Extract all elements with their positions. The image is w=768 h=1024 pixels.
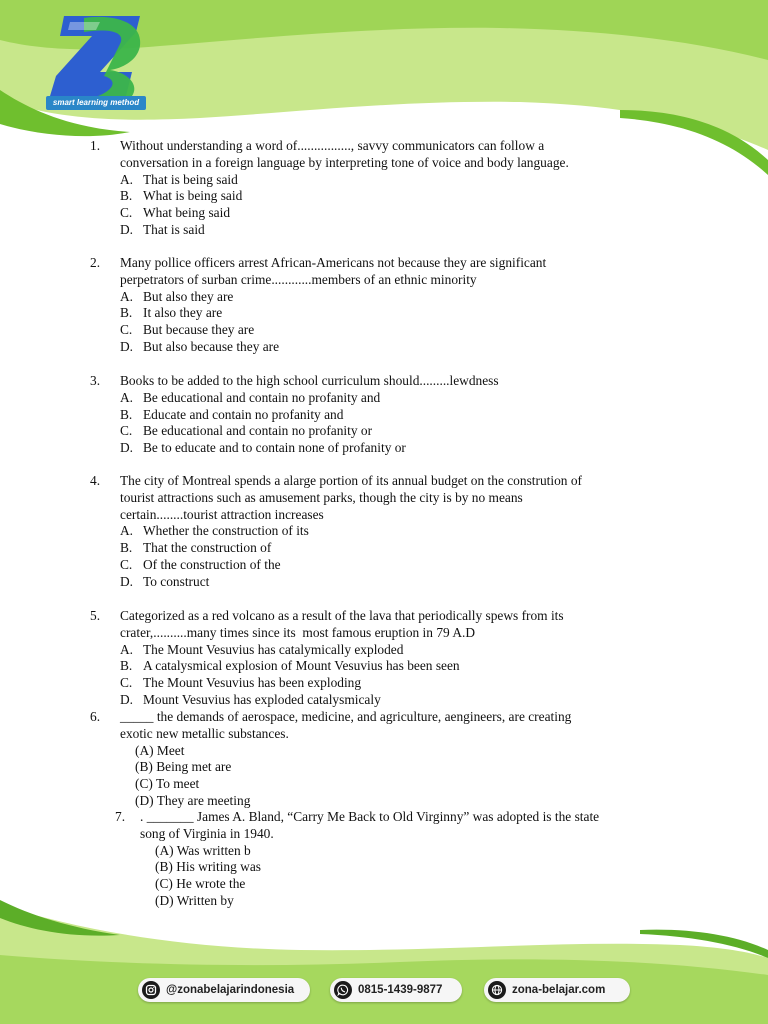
option-text: It also they are	[143, 305, 223, 321]
option-text: Be to educate and to contain none of profanity or	[143, 440, 406, 456]
question-number: 3.	[90, 373, 101, 388]
whatsapp-contact[interactable]	[330, 978, 462, 1002]
question-stem-line: _____ the demands of aerospace, medicine, and agriculture, aengineers, are creating	[120, 709, 572, 724]
answer-option[interactable]: (D) They are meeting	[135, 792, 251, 808]
option-letter: A.	[120, 288, 134, 304]
question-number: 4.	[90, 473, 101, 488]
option-text: But also they are	[143, 288, 234, 304]
option-text: Be educational and contain no profanity or	[143, 423, 373, 439]
option-letter: B.	[120, 188, 133, 204]
question-3	[90, 373, 690, 457]
option-letter: D.	[120, 221, 134, 237]
answer-option[interactable]: (C) To meet	[135, 776, 200, 792]
answer-option[interactable]	[120, 407, 690, 424]
question-1	[90, 138, 690, 239]
option-letter: A.	[120, 523, 134, 539]
option-text: What being said	[143, 205, 231, 221]
option-text: Educate and contain no profanity and	[143, 406, 344, 422]
answer-option[interactable]	[120, 188, 690, 205]
question-stem-line: tourist attractions such as amusement parks, though the city is by no means	[120, 489, 523, 505]
option-letter: C.	[120, 205, 133, 221]
answer-option[interactable]: (C) He wrote the	[155, 876, 246, 892]
answer-option[interactable]	[120, 523, 690, 540]
question-stem-line: conversation in a foreign language by interpreting tone of voice and body language.	[120, 154, 569, 170]
question-stem-line: crater,..........many times since its most famous eruption in 79 A.D	[120, 624, 476, 640]
answer-option[interactable]	[120, 423, 690, 440]
option-text: To construct	[143, 573, 210, 589]
question-stem-line: Categorized as a red volcano as a result of the lava that periodically spews from its	[120, 608, 564, 623]
instagram-handle: @zonabelajarindonesia	[166, 984, 295, 996]
answer-option[interactable]	[120, 658, 690, 675]
question-number: 1.	[90, 138, 101, 153]
option-letter: B.	[120, 305, 133, 321]
question-6	[90, 709, 690, 810]
whatsapp-number: 0815-1439-9877	[358, 984, 443, 996]
question-stem-line: perpetrators of surban crime............members of an ethnic minority	[120, 271, 477, 287]
option-letter: C.	[120, 423, 133, 439]
answer-option[interactable]: (B) His writing was	[155, 859, 262, 875]
option-letter: A.	[120, 641, 134, 657]
question-stem-line: Many pollice officers arrest African-Americans not because they are significant	[120, 255, 547, 270]
question-number: 7.	[115, 809, 126, 824]
instagram-contact[interactable]	[138, 978, 310, 1002]
option-text: A catalysmical explosion of Mount Vesuvius has been seen	[143, 658, 460, 674]
question-4	[90, 473, 690, 591]
option-text: The Mount Vesuvius has been exploding	[143, 675, 362, 691]
option-text: What is being said	[143, 188, 243, 204]
answer-option[interactable]	[120, 440, 690, 457]
option-text: The Mount Vesuvius has catalymically exploded	[143, 641, 404, 657]
answer-option[interactable]	[120, 205, 690, 222]
question-stem-line: Books to be added to the high school curriculum should.........lewdness	[120, 373, 499, 388]
option-text: But also because they are	[143, 338, 280, 354]
question-stem-line: certain........tourist attraction increases	[120, 506, 324, 522]
answer-option[interactable]	[120, 574, 690, 591]
answer-option[interactable]	[120, 305, 690, 322]
answer-option[interactable]	[120, 322, 690, 339]
question-7	[115, 809, 685, 910]
answer-option[interactable]	[120, 172, 690, 189]
question-stem-line: song of Virginia in 1940.	[140, 825, 274, 841]
globe-icon	[488, 981, 506, 999]
option-letter: C.	[120, 675, 133, 691]
option-letter: C.	[120, 556, 133, 572]
option-letter: C.	[120, 322, 133, 338]
question-stem-line: . _______ James A. Bland, “Carry Me Back to Old Virginny” was adopted is the state	[140, 809, 600, 824]
option-letter: B.	[120, 406, 133, 422]
answer-option[interactable]	[120, 675, 690, 692]
answer-option[interactable]	[120, 339, 690, 356]
brand-tagline: smart learning method	[46, 96, 146, 110]
answer-option[interactable]	[120, 642, 690, 659]
question-number: 5.	[90, 608, 101, 623]
option-text: Be educational and contain no profanity and	[143, 389, 381, 405]
answer-option[interactable]: (A) Was written b	[155, 842, 251, 858]
question-5	[90, 608, 690, 709]
question-stem-line: exotic new metallic substances.	[120, 725, 289, 741]
answer-option[interactable]	[120, 692, 690, 709]
question-number: 2.	[90, 255, 101, 270]
option-letter: A.	[120, 171, 134, 187]
option-text: Whether the construction of its	[143, 523, 309, 539]
option-text: That is said	[143, 221, 205, 237]
answer-option[interactable]: (A) Meet	[135, 742, 185, 758]
answer-option[interactable]	[120, 557, 690, 574]
answer-option[interactable]: (D) Written by	[155, 892, 234, 908]
answer-option[interactable]	[120, 289, 690, 306]
question-2	[90, 255, 690, 356]
answer-option[interactable]	[120, 222, 690, 239]
instagram-icon	[142, 981, 160, 999]
answer-option[interactable]	[120, 390, 690, 407]
question-stem-line: The city of Montreal spends a alarge portion of its annual budget on the constrution of	[120, 473, 582, 488]
option-text: That is being said	[143, 171, 238, 187]
whatsapp-icon	[334, 981, 352, 999]
question-number: 6.	[90, 709, 101, 724]
option-letter: D.	[120, 338, 134, 354]
answer-option[interactable]	[120, 540, 690, 557]
option-letter: B.	[120, 658, 133, 674]
option-letter: A.	[120, 389, 134, 405]
website-url: zona-belajar.com	[512, 984, 606, 996]
option-letter: D.	[120, 573, 134, 589]
question-stem-line: Without understanding a word of................, savvy communicators can follow a	[120, 138, 545, 153]
option-text: That the construction of	[143, 540, 272, 556]
option-text: Of the construction of the	[143, 556, 281, 572]
answer-option[interactable]: (B) Being met are	[135, 759, 232, 775]
option-letter: B.	[120, 540, 133, 556]
option-letter: D.	[120, 691, 134, 707]
option-text: Mount Vesuvius has exploded catalysmicaly	[143, 691, 381, 707]
website-contact[interactable]	[484, 978, 630, 1002]
option-text: But because they are	[143, 322, 255, 338]
option-letter: D.	[120, 440, 134, 456]
